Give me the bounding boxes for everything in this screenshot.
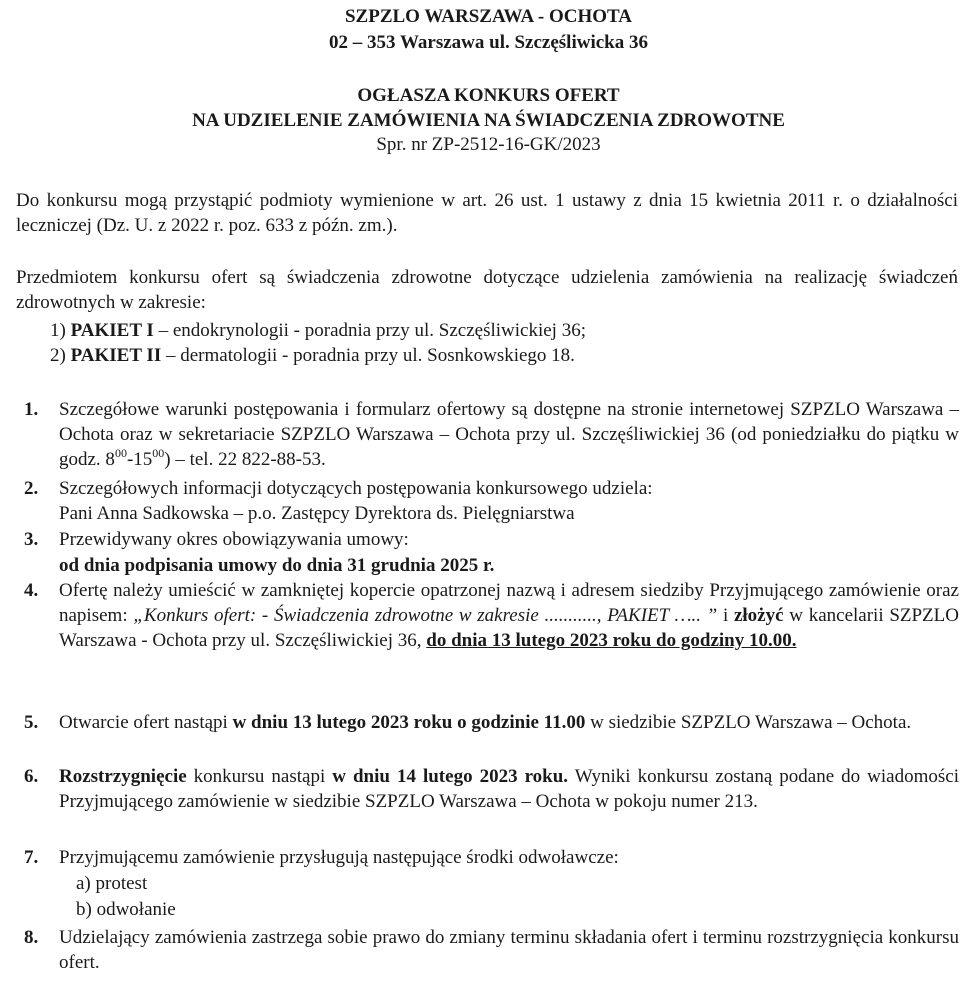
announcement-subject: NA UDZIELENIE ZAMÓWIENIA NA ŚWIADCZENIA ZDROWOTNE [192, 110, 785, 131]
item-5-text: Otwarcie ofert nastąpi w dniu 13 lutego 2023 roku o godzinie 11.00 w siedzibie SZPZLO Warszawa – Ochota. [59, 712, 912, 733]
item-1-text: Szczegółowe warunki postępowania i formularz ofertowy są dostępne na stronie internetowej SZPZLO Warszawa – Ochota oraz w sekretariacie SZPZLO Warszawa – Ochota przy ul. Szczęśliwickiej 36 (od poniedziałku do piątku w godz. $8^{00}-15^{00}$) – tel. 22 822-88-53. [59, 399, 959, 470]
package-marker: 1) [50, 320, 66, 341]
item-8-text: Udzielający zamówienia zastrzega sobie prawo do zmiany terminu składania ofert i terminu rozstrzygnięcia konkursu ofert. [59, 927, 959, 973]
package-name: PAKIET II [70, 345, 162, 366]
package-2 [50, 343, 575, 368]
package-marker: 2) [50, 345, 66, 366]
item-4-text: Ofertę należy umieścić w zamkniętej kopercie opatrzonej nazwą i adresem siedziby Przyjmującego zamówienie oraz napisem: „Konkurs ofert: - Świadczenia zdrowotne w zakresie ..........., PAKIET ….. ” i złożyć w kancelarii SZPZLO Warszawa - Ochota przy ul. Szczęśliwickiej 36, do dnia 13 lutego 2023 roku do godziny 10.00. [59, 580, 959, 651]
remedy-appeal: b) odwołanie [76, 899, 176, 920]
item-number: 3. [24, 529, 39, 550]
item-number: 2. [24, 478, 39, 499]
item-number: 5. [24, 712, 39, 733]
remedy-protest: a) protest [76, 873, 148, 894]
envelope-label: „Konkurs ofert: - Świadczenia zdrowotne w zakresie ..........., PAKIET ….. ” [133, 605, 718, 626]
item-number: 8. [24, 927, 39, 948]
item-7-line-1: Przyjmującemu zamówienie przysługują następujące środki odwoławcze: [59, 847, 619, 868]
item-2-line-2: Pani Anna Sadkowska – p.o. Zastępcy Dyrektora ds. Pielęgniarstwa [59, 503, 575, 524]
eligibility-paragraph: Do konkursu mogą przystąpić podmioty wymienione w art. 26 ust. 1 ustawy z dnia 15 kwietnia 2011 r. o działalności leczniczej (Dz. U. z 2022 r. poz. 633 z późn. zm.). [16, 190, 958, 236]
item-3-line-1: Przewidywany okres obowiązywania umowy: [59, 529, 409, 550]
item-2-line-1: Szczegółowych informacji dotyczących postępowania konkursowego udziela: [59, 478, 653, 499]
package-name: PAKIET I [70, 320, 154, 341]
org-name: SZPZLO WARSZAWA - OCHOTA [344, 6, 632, 27]
item-6-text: Rozstrzygnięcie konkursu nastąpi w dniu 14 lutego 2023 roku. Wyniki konkursu zostaną podane do wiadomości Przyjmującego zamówienie w siedzibie SZPZLO Warszawa – Ochota w pokoju numer 213. [59, 766, 959, 812]
package-desc: – dermatologii - poradnia przy ul. Sosnkowskiego 18. [161, 345, 575, 366]
package-desc: – endokrynologii - poradnia przy ul. Szczęśliwickiej 36; [153, 320, 586, 341]
item-number: 4. [24, 580, 39, 601]
submission-deadline: do dnia 13 lutego 2023 roku do godziny 10.00. [426, 630, 797, 651]
case-number: Spr. nr ZP-2512-16-GK/2023 [376, 134, 601, 155]
item-number: 7. [24, 847, 39, 868]
contract-period: od dnia podpisania umowy do dnia 31 grudnia 2025 r. [59, 555, 495, 576]
item-number: 6. [24, 766, 39, 787]
announcement-title: OGŁASZA KONKURS OFERT [357, 85, 620, 106]
package-1 [50, 318, 586, 343]
item-number: 1. [24, 399, 39, 420]
subject-paragraph: Przedmiotem konkursu ofert są świadczenia zdrowotne dotyczące udzielenia zamówienia na realizację świadczeń zdrowotnych w zakresie: [16, 267, 958, 313]
org-address: 02 – 353 Warszawa ul. Szczęśliwicka 36 [329, 32, 648, 53]
